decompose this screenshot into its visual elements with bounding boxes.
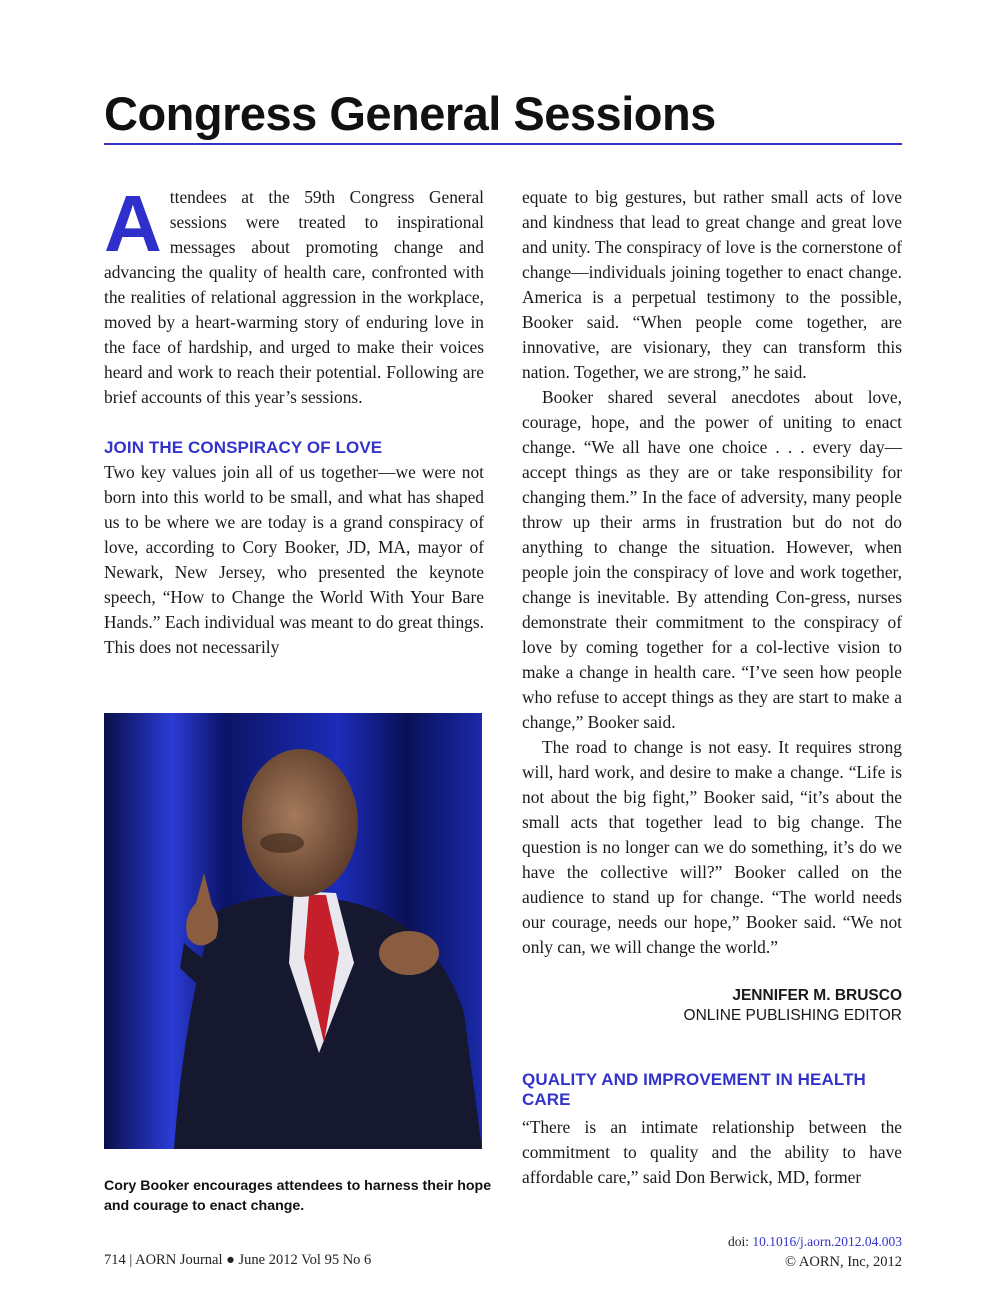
section-heading-conspiracy-of-love: JOIN THE CONSPIRACY OF LOVE [104,438,383,457]
section-heading-quality-improvement: QUALITY AND IMPROVEMENT IN HEALTH CARE [522,1070,866,1109]
section1-paragraph-1: Two key values join all of us together—we were not born into this world to be small, and what has shaped us to be where we are today is a grand conspiracy of love, according to Cory Booker, JD, MA, mayor of Newark, New Jersey, who presented the keynote speech, “How to Change the World With Your Bare Hands.” Each individual was meant to do great things. This does not necessarily [104,462,484,657]
speaker-photo-image [104,713,482,1149]
section1-paragraph-1-continued: equate to big gestures, but rather small acts of love and kindness that lead to great change and great love and unity. The conspiracy of love is the cornerstone of change—individuals joining together to enact change. America is a perpetual testimony to the possible, Booker said. “When people come together, are innovative, are visionary, they can transform this nation. Together, we are strong,” he said. [522,187,902,382]
left-column [104,179,484,660]
footer-journal-info: 714 | AORN Journal ● June 2012 Vol 95 No 6 [104,1252,372,1268]
author-byline [522,986,902,1026]
page-title: Congress General Sessions [104,87,716,140]
photo-cory-booker [104,713,482,1149]
drop-cap: A [104,179,162,268]
doi-link[interactable]: 10.1016/j.aorn.2012.04.003 [752,1234,902,1249]
author-role: ONLINE PUBLISHING EDITOR [683,1007,902,1024]
copyright: © AORN, Inc, 2012 [785,1254,902,1270]
author-name: JENNIFER M. BRUSCO [732,987,902,1004]
section1-paragraph-2: Booker shared several anecdotes about love, courage, hope, and the power of uniting to enact change. “We all have one choice . . . every day—accept things as they are or take responsibility for changing them.” In the face of adversity, many people throw up their arms in frustration but do not do anything to change the situation. However, when people join the conspiracy of love and work together, change is inevitable. By attending Con-gress, nurses demonstrate their commitment to the conspiracy of love by coming together for a col-lective vision to make a change in health care. “I’ve seen how people who refuse to accept things as they are start to make a change,” Booker said. [522,387,902,732]
intro-paragraph [104,179,484,410]
right-column [522,185,902,1190]
photo-caption: Cory Booker encourages attendees to harness their hope and courage to enact change. [104,1178,492,1214]
title-rule [104,143,902,145]
section2-paragraph-1: “There is an intimate relationship between the commitment to quality and the ability to have affordable care,” said Don Berwick, MD, former [522,1117,902,1187]
section1-paragraph-3: The road to change is not easy. It requires strong will, hard work, and desire to make a change. “Life is not about the big fight,” Booker said, “it’s about the small acts that together lead to big change. The question is no longer can we do something, it’s do we have the collective will?” Booker called on the audience to stand up for change. “The world needs our courage, needs our hope,” Booker said. “We not only can, we will change the world.” [522,737,902,957]
doi-label: doi: [727,1234,753,1249]
intro-text: ttendees at the 59th Congress General sessions were treated to inspirational messages about promoting change and advancing the quality of health care, confronted with the realities of relational aggression in the workplace, moved by a heart-warming story of enduring love in the face of hardship, and urged to make their voices heard and work to reach their potential. Following are brief accounts of this year’s sessions. [104,187,484,407]
footer-doi-copyright [728,1231,902,1273]
